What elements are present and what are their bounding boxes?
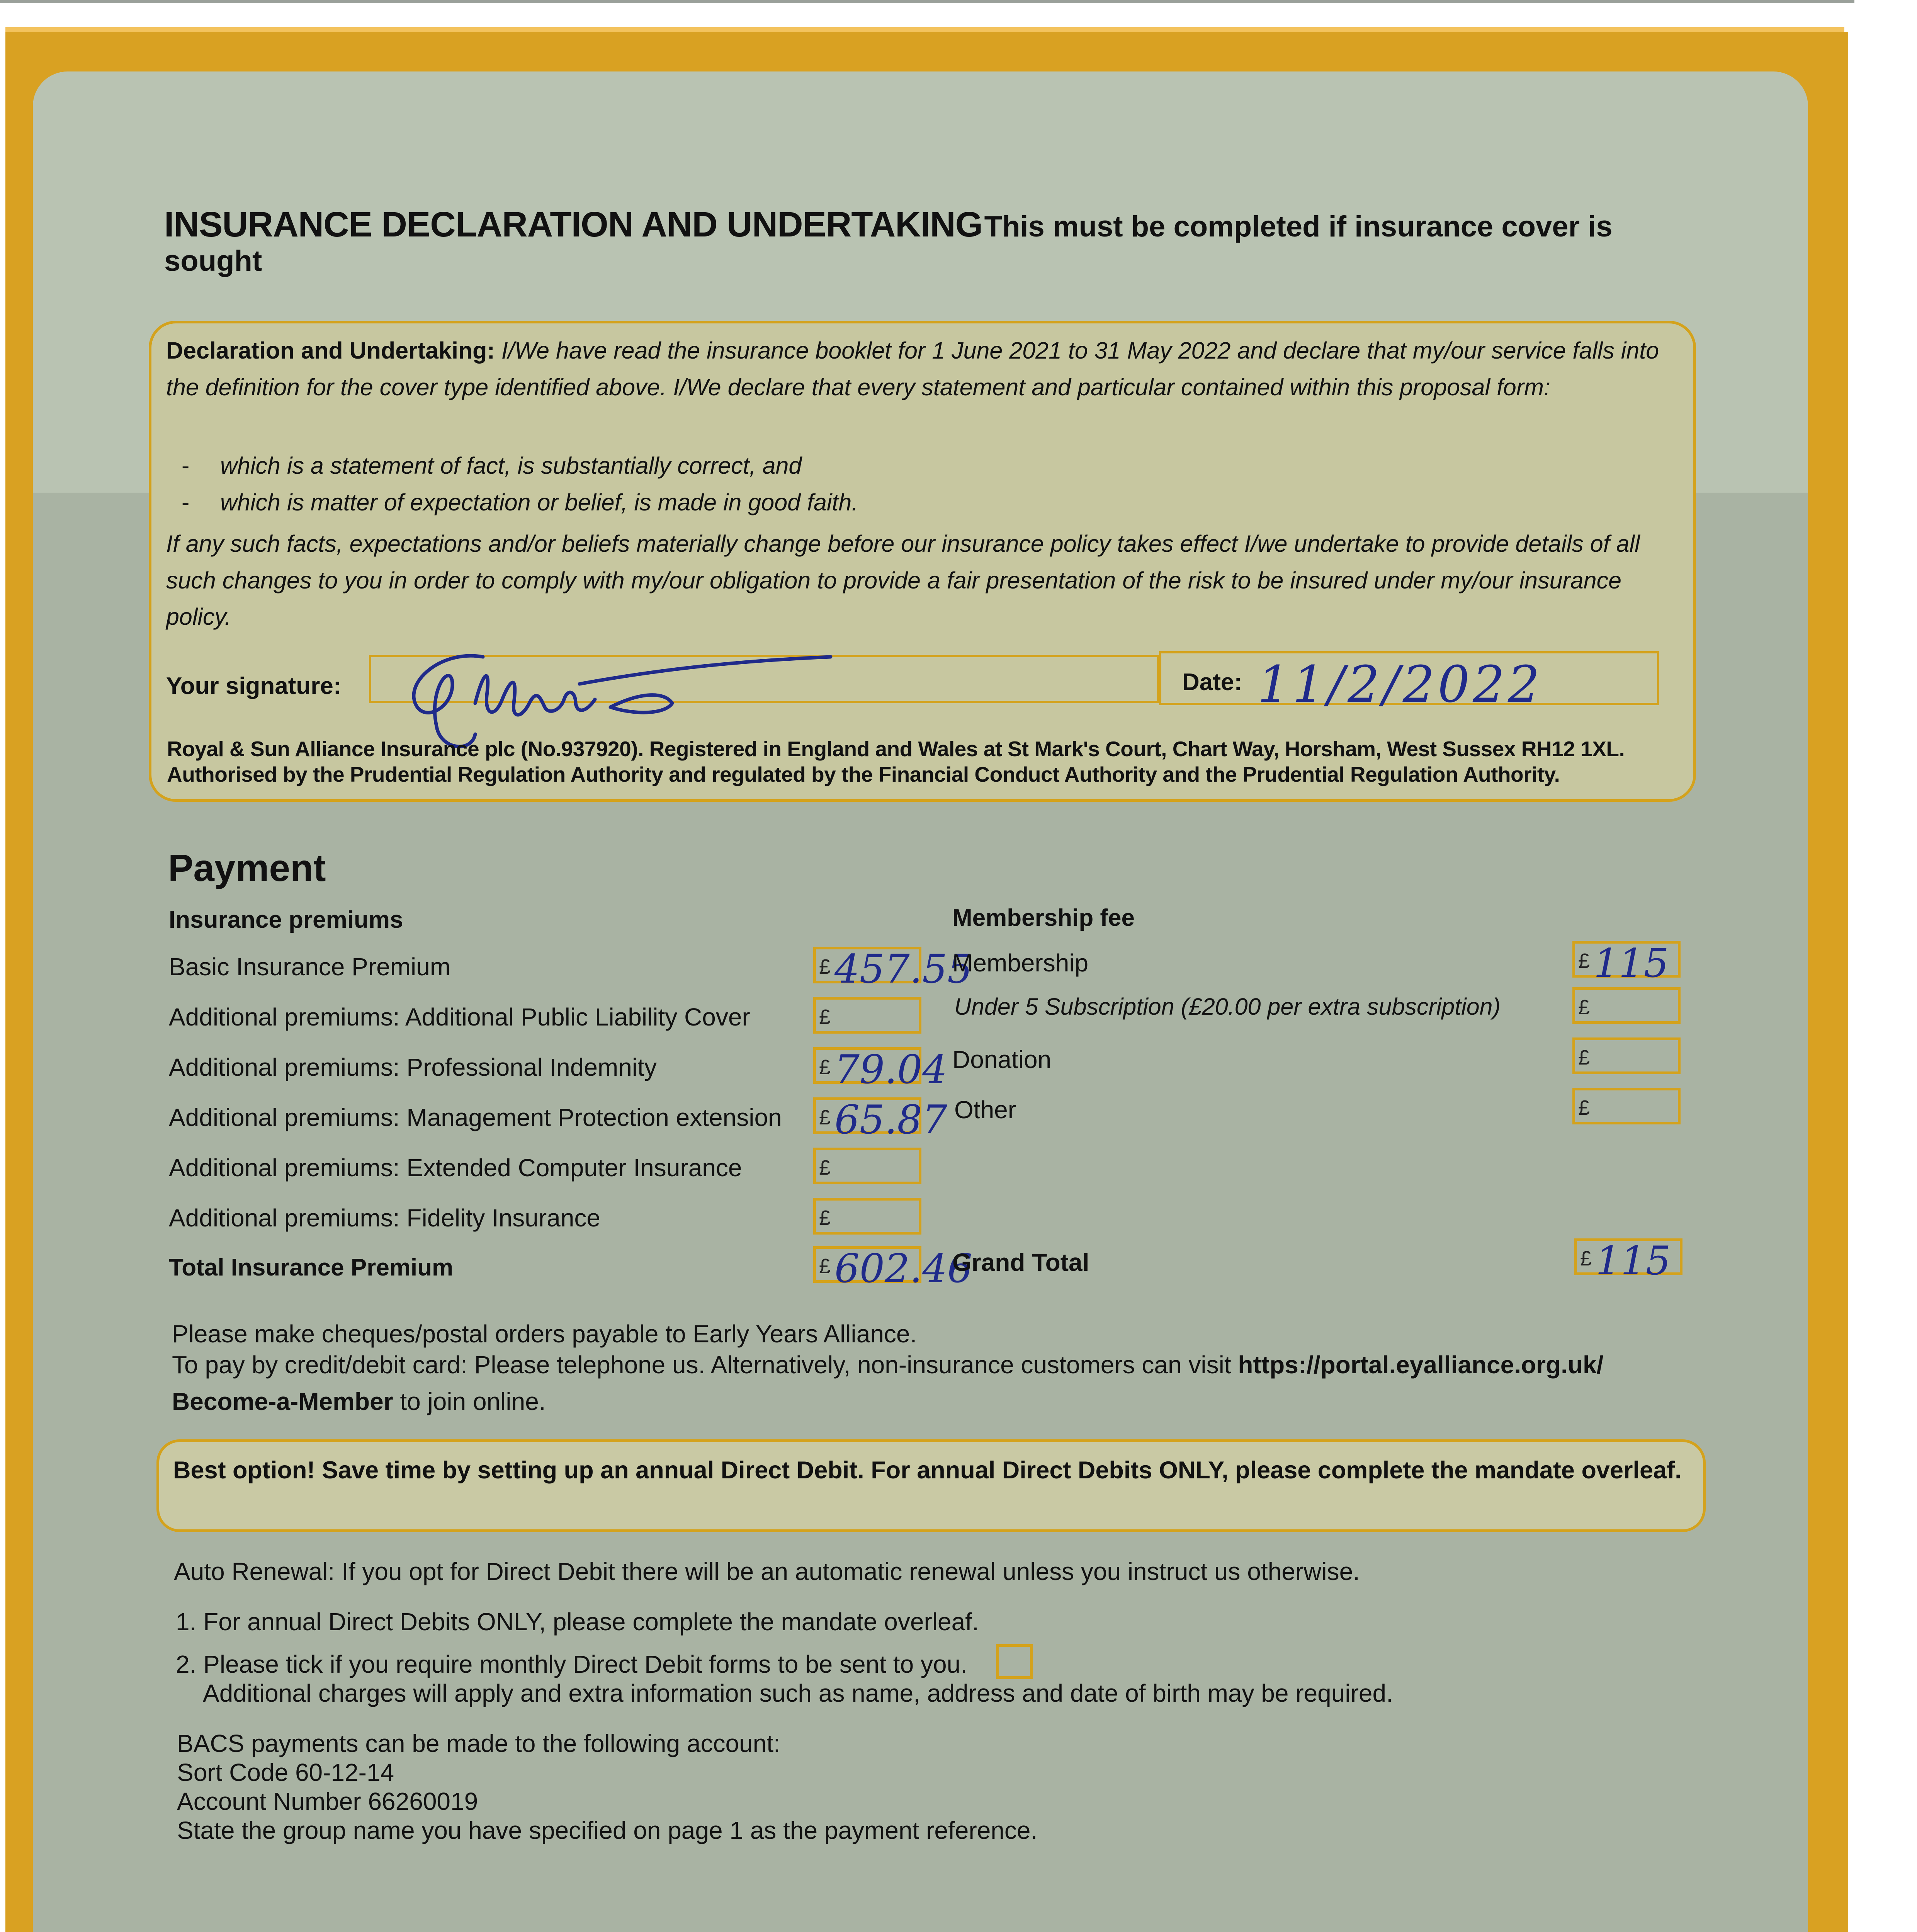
declaration-intro [166,332,1692,405]
insurance-row-label: Basic Insurance Premium [169,953,451,981]
membership-row-label: Membership [952,949,1089,977]
scan-edge-line [0,0,1854,3]
insurance-row-label: Additional premiums: Additional Public Liability Cover [169,1003,750,1031]
date-value: 11/2/2022 [1258,655,1543,714]
payment-title: Payment [168,847,326,889]
donation-field[interactable]: £ [1572,1037,1681,1074]
monthly-forms-checkbox[interactable] [996,1644,1033,1679]
basic-premium-field[interactable]: £ 457.55 [813,947,921,983]
payment-reference: State the group name you have specified on page 1 as the payment reference. [177,1816,1038,1844]
grand-total-field[interactable]: £ 115 [1574,1238,1682,1275]
professional-indemnity-field[interactable]: £ 79.04 [813,1047,921,1084]
insurance-row-label: Additional premiums: Professional Indemnity [169,1053,657,1081]
public-liability-field[interactable]: £ [813,997,921,1034]
insurance-row-label: Additional premiums: Management Protection extension [169,1104,782,1131]
direct-debit-item-1: 1. For annual Direct Debits ONLY, please complete the mandate overleaf. [176,1608,979,1636]
grand-total-label: Grand Total [952,1248,1089,1276]
date-label: Date: [1182,669,1242,696]
fidelity-insurance-field[interactable]: £ [813,1198,921,1235]
insurance-row-label: Additional premiums: Fidelity Insurance [169,1204,600,1232]
account-number: Account Number 66260019 [177,1787,478,1815]
membership-field[interactable]: £ 115 [1572,941,1681,978]
other-field[interactable]: £ [1572,1088,1681,1124]
direct-debit-item-2: 2. Please tick if you require monthly Direct Debit forms to be sent to you. [176,1650,967,1678]
insurance-premiums-heading: Insurance premiums [169,906,403,933]
portal-link-part1[interactable]: https://portal.eyalliance.org.uk/ [1238,1351,1604,1379]
membership-row-label: Donation [952,1046,1052,1073]
insurance-row-label: Additional premiums: Extended Computer Insurance [169,1154,742,1182]
total-insurance-field[interactable]: £ 602.46 [813,1246,921,1283]
declaration-bullet: - which is matter of expectation or belief, is made in good faith. [182,489,858,515]
management-protection-field[interactable]: £ 65.87 [813,1097,921,1134]
bacs-intro: BACS payments can be made to the following account: [177,1730,780,1757]
title-sub: This must be completed if insurance cover is sought [164,210,1613,278]
direct-debit-item-2-note: Additional charges will apply and extra information such as name, address and date of birth may be required. [203,1679,1393,1707]
membership-row-label: Other [954,1096,1016,1124]
signature-label: Your signature: [166,673,342,699]
total-insurance-label: Total Insurance Premium [169,1254,454,1281]
declaration-changes: If any such facts, expectations and/or beliefs materially change before our insurance policy takes effect I/we undertake to provide details of all such changes to you in order to comply with my/our obligation to provide a fair presentation of the risk to be insured under my/our insurance policy. [166,531,1640,630]
under-5-subscription-field[interactable]: £ [1572,987,1681,1024]
best-option-text: Best option! Save time by setting up an annual Direct Debit. For annual Direct Debits ONLY, please complete the mandate overleaf. [173,1457,1682,1484]
title-main: INSURANCE DECLARATION AND UNDERTAKING [164,205,983,244]
declaration-bullet: - which is a statement of fact, is substantially correct, and [182,452,802,479]
membership-row-label: Under 5 Subscription (£20.00 per extra subscription) [954,993,1501,1020]
cheque-instructions: Please make cheques/postal orders payable to Early Years Alliance. [172,1320,917,1348]
declaration-lead: Declaration and Undertaking: [166,337,495,364]
portal-link-part2[interactable]: Become-a-Member [172,1388,393,1415]
page-title [164,205,1671,277]
card-instructions: To pay by credit/debit card: Please telephone us. Alternatively, non-insurance customers can visit https://portal.eyalliance.org.uk/ [172,1351,1604,1379]
declaration-intro-text: I/We have read the insurance booklet for 1 June 2021 to 31 May 2022 and declare that my/our service falls into the definition for the cover type identified above. I/We declare that every statement and particular contained within this proposal form: [166,337,1659,400]
sort-code: Sort Code 60-12-14 [177,1759,394,1786]
computer-insurance-field[interactable]: £ [813,1148,921,1184]
auto-renewal: Auto Renewal: If you opt for Direct Debit there will be an automatic renewal unless you instruct us otherwise. [174,1558,1360,1585]
registration-notice: Royal & Sun Alliance Insurance plc (No.937920). Registered in England and Wales at St Mark's Court, Chart Way, Horsham, West Sussex RH12 1XL. Authorised by the Prudential Regulation Authority and regulated by the Financial Conduct Authority and the Prudential Regulation Authority. [167,737,1625,786]
card-instructions-cont: Become-a-Member to join online. [172,1388,546,1415]
membership-fee-heading: Membership fee [952,905,1135,931]
